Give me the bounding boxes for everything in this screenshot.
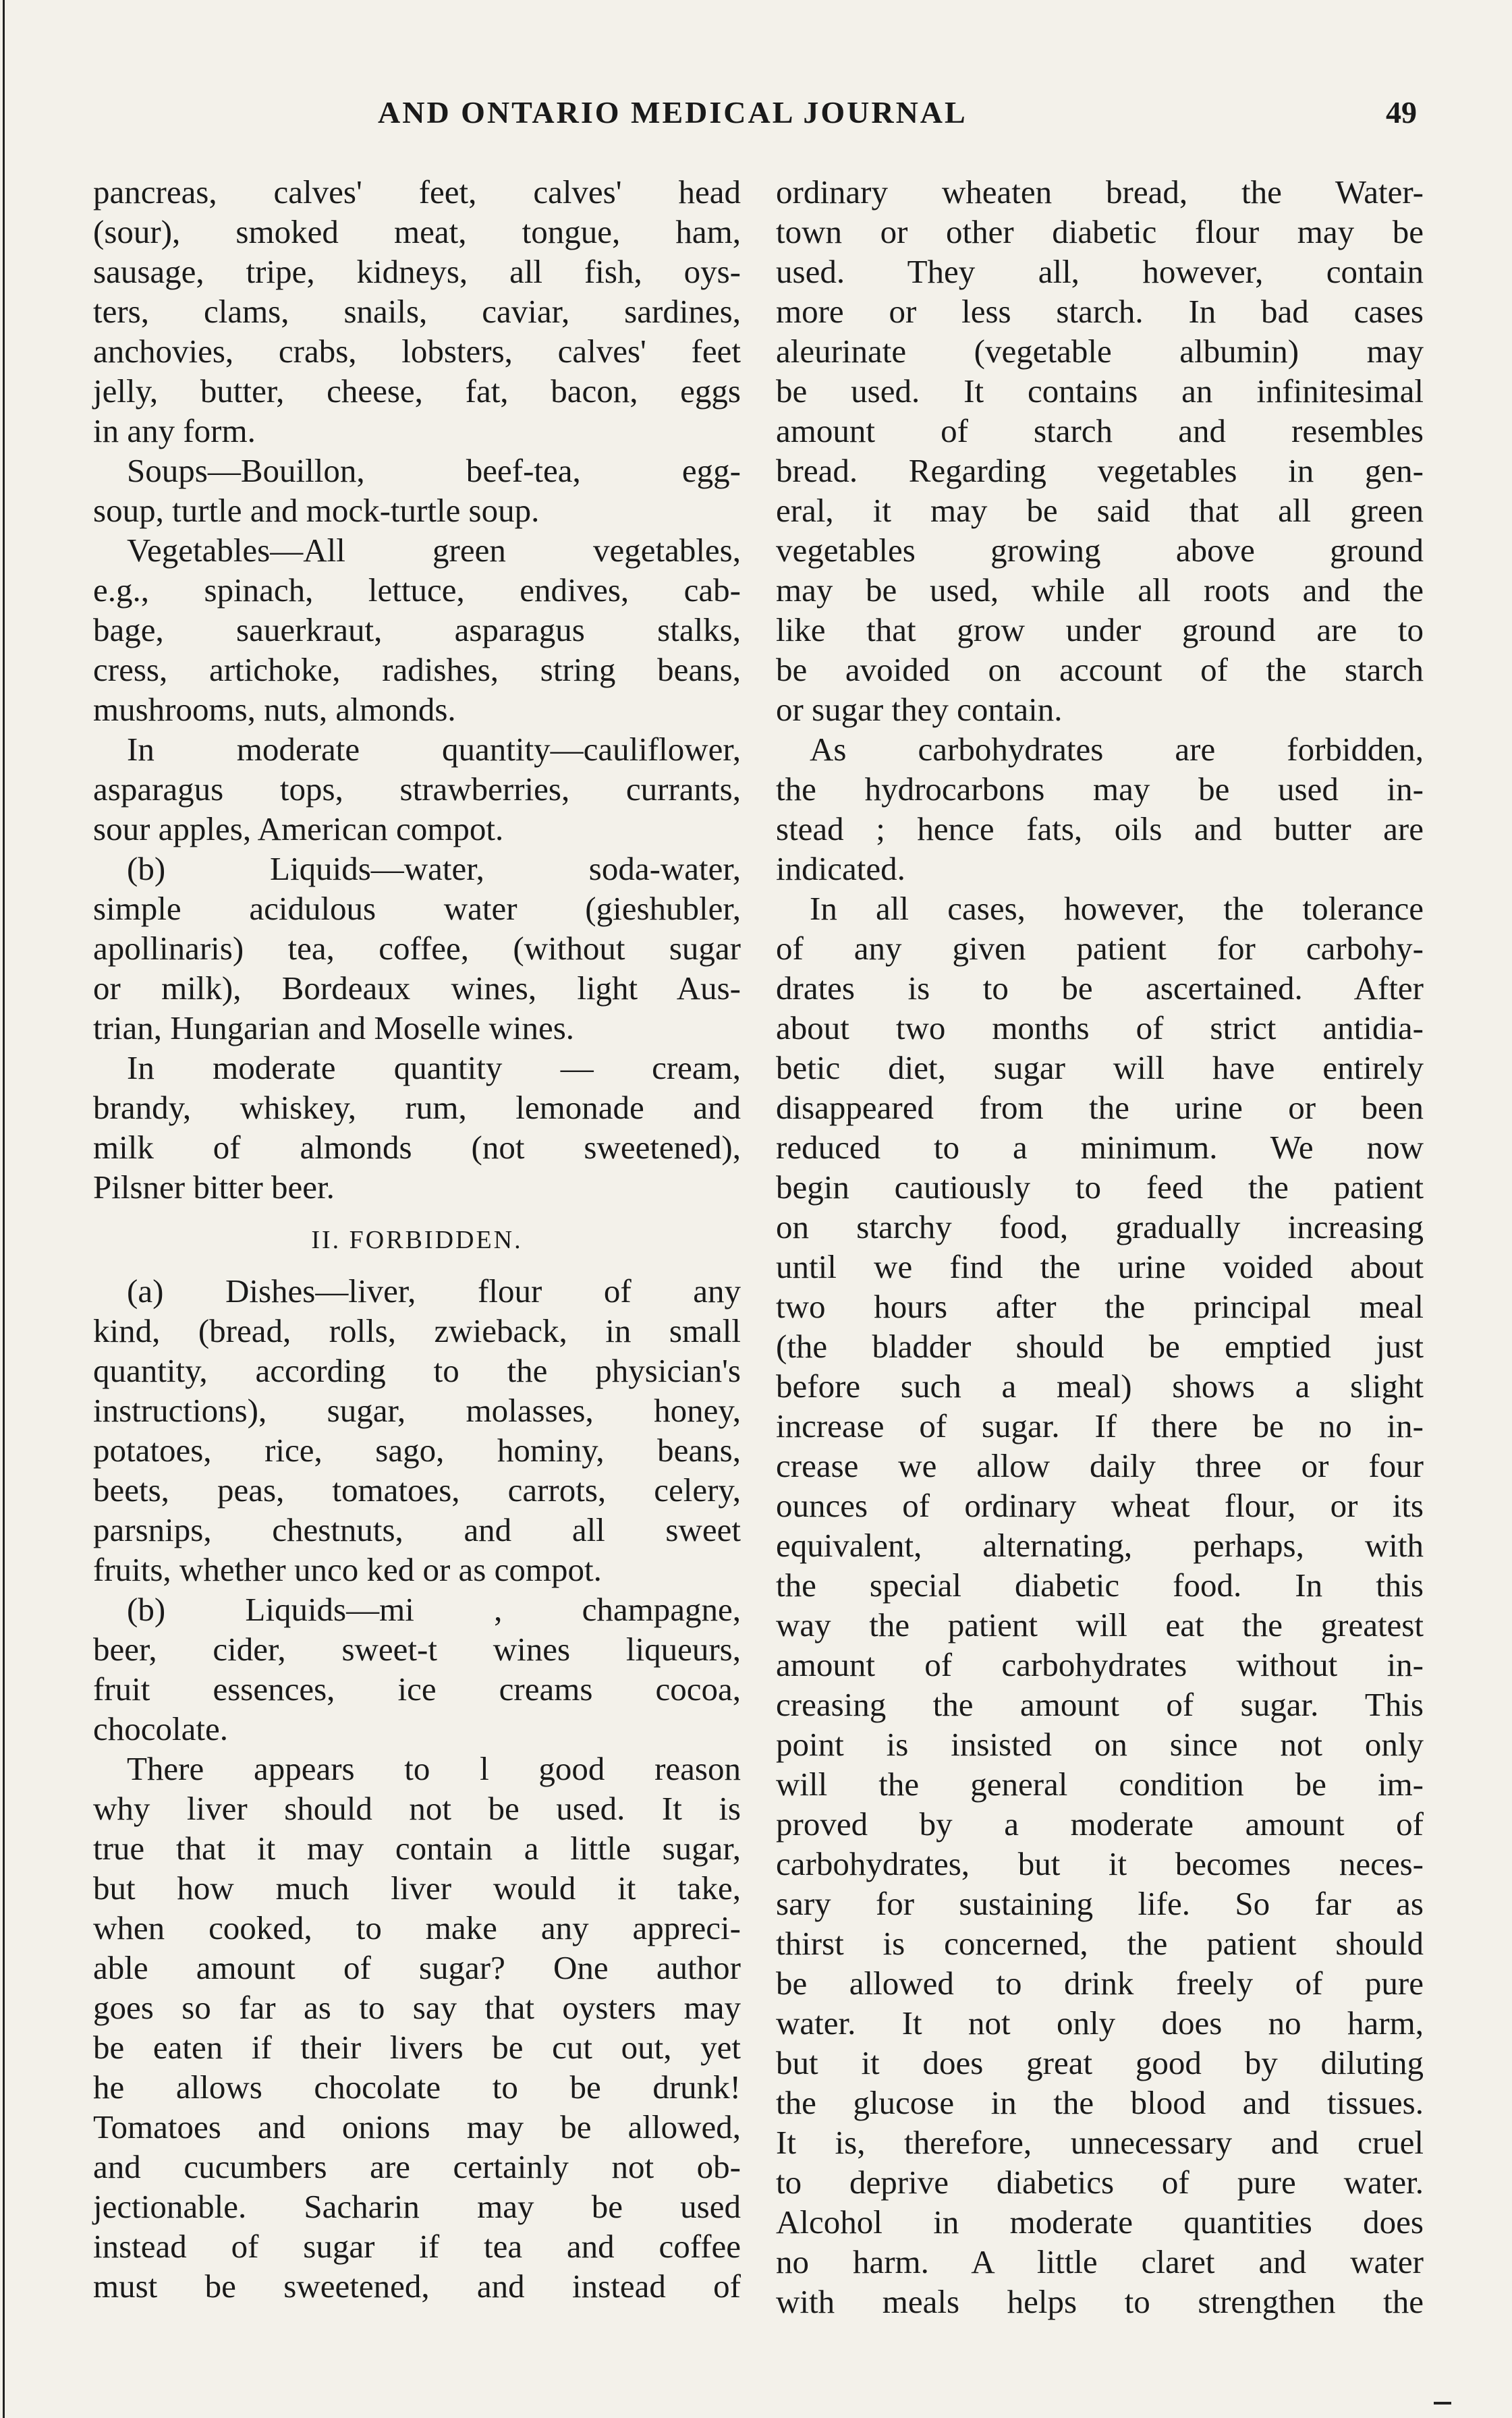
text-line: when cooked, to make any appreci- (93, 1909, 741, 1946)
text-line: bread. Regarding vegetables in gen- (776, 452, 1424, 489)
corner-mark (1434, 2402, 1451, 2405)
text-line: Vegetables—All green vegetables, (127, 532, 741, 569)
text-line: milk of almonds (not sweetened), (93, 1129, 741, 1166)
text-line: amount of starch and resembles (776, 412, 1424, 449)
text-line: pancreas, calves' feet, calves' head (93, 173, 741, 210)
text-line: the glucose in the blood and tissues. (776, 2084, 1424, 2121)
text-line: but it does great good by diluting (776, 2044, 1424, 2081)
text-line: will the general condition be im- (776, 1766, 1424, 1803)
text-line: why liver should not be used. It is (93, 1790, 741, 1827)
text-line: of any given patient for carbohy- (776, 930, 1424, 967)
text-line: disappeared from the urine or been (776, 1089, 1424, 1126)
text-line: be allowed to drink freely of pure (776, 1965, 1424, 2002)
text-line: sour apples, American compot. (93, 810, 504, 847)
text-line: two hours after the principal meal (776, 1288, 1424, 1325)
text-line: In all cases, however, the tolerance (810, 890, 1424, 927)
text-line: amount of carbohydrates without in- (776, 1646, 1424, 1683)
text-line: betic diet, sugar will have entirely (776, 1049, 1424, 1086)
text-line: proved by a moderate amount of (776, 1805, 1424, 1843)
running-head: AND ONTARIO MEDICAL JOURNAL (378, 95, 968, 130)
text-line: potatoes, rice, sago, hominy, beans, (93, 1432, 741, 1469)
text-line: simple acidulous water (gieshubler, (93, 890, 741, 927)
text-line: increase of sugar. If there be no in- (776, 1407, 1424, 1444)
text-line: but how much liver would it take, (93, 1869, 741, 1907)
text-line: no harm. A little claret and water (776, 2243, 1424, 2280)
text-line: point is insisted on since not only (776, 1726, 1424, 1763)
text-line: jectionable. Sacharin may be used (93, 2188, 741, 2225)
text-line: soup, turtle and mock-turtle soup. (93, 492, 540, 529)
text-line: parsnips, chestnuts, and all sweet (93, 1511, 741, 1548)
text-line: sausage, tripe, kidneys, all fish, oys- (93, 253, 741, 290)
left-text-column (93, 172, 741, 2306)
text-line: able amount of sugar? One author (93, 1949, 741, 1986)
text-line: quantity, according to the physician's (93, 1352, 741, 1389)
text-line: true that it may contain a little sugar, (93, 1830, 741, 1867)
text-line: Pilsner bitter beer. (93, 1169, 335, 1206)
text-line: until we find the urine voided about (776, 1248, 1424, 1285)
text-line: sary for sustaining life. So far as (776, 1885, 1424, 1922)
text-line: way the patient will eat the greatest (776, 1606, 1424, 1643)
text-line: trian, Hungarian and Moselle wines. (93, 1009, 575, 1046)
text-line: drates is to be ascertained. After (776, 969, 1424, 1007)
text-line: or sugar they contain. (776, 691, 1063, 728)
text-line: and cucumbers are certainly not ob- (93, 2148, 741, 2185)
text-line: fruit essences, ice creams cocoa, (93, 1670, 741, 1708)
text-line: to deprive diabetics of pure water. (776, 2164, 1424, 2201)
text-line: asparagus tops, strawberries, currants, (93, 770, 741, 808)
text-line: apollinaris) tea, coffee, (without sugar (93, 930, 741, 967)
text-line: town or other diabetic flour may be (776, 213, 1424, 250)
text-line: begin cautiously to feed the patient (776, 1169, 1424, 1206)
text-line: beer, cider, sweet-t wines liqueurs, (93, 1631, 741, 1668)
text-line: be used. It contains an infinitesimal (776, 372, 1424, 410)
text-line: creasing the amount of sugar. This (776, 1686, 1424, 1723)
text-line: In moderate quantity — cream, (127, 1049, 741, 1086)
text-line: be avoided on account of the starch (776, 651, 1424, 688)
text-line: (the bladder should be emptied just (776, 1328, 1424, 1365)
text-line: before such a meal) shows a slight (776, 1368, 1424, 1405)
text-line: (sour), smoked meat, tongue, ham, (93, 213, 741, 250)
text-line: instructions), sugar, molasses, honey, (93, 1392, 741, 1429)
text-line: in any form. (93, 412, 256, 449)
text-line: chocolate. (93, 1710, 228, 1747)
text-line: more or less starch. In bad cases (776, 293, 1424, 330)
text-line: bage, sauerkraut, asparagus stalks, (93, 611, 741, 648)
text-line: There appears to l good reason (127, 1750, 741, 1787)
page-number: 49 (1386, 95, 1417, 130)
text-line: Alcohol in moderate quantities does (776, 2203, 1424, 2241)
text-line: kind, (bread, rolls, zwieback, in small (93, 1312, 741, 1349)
text-line: In moderate quantity—cauliflower, (127, 731, 741, 768)
text-line: must be sweetened, and instead of (93, 2268, 741, 2305)
text-line: thirst is concerned, the patient should (776, 1925, 1424, 1962)
right-text-column (776, 172, 1424, 2322)
text-line: goes so far as to say that oysters may (93, 1989, 741, 2026)
text-line: indicated. (776, 850, 905, 887)
text-line: jelly, butter, cheese, fat, bacon, eggs (93, 372, 741, 410)
text-line: It is, therefore, unnecessary and cruel (776, 2124, 1424, 2161)
text-line: ters, clams, snails, caviar, sardines, (93, 293, 741, 330)
text-line: with meals helps to strengthen the (776, 2283, 1424, 2320)
text-line: the special diabetic food. In this (776, 1567, 1424, 1604)
text-line: or milk), Bordeaux wines, light Aus- (93, 969, 741, 1007)
text-line: cress, artichoke, radishes, string beans, (93, 651, 741, 688)
text-line: used. They all, however, contain (776, 253, 1424, 290)
text-line: the hydrocarbons may be used in- (776, 770, 1424, 808)
section-heading: II. FORBIDDEN. (311, 1226, 523, 1254)
text-line: beets, peas, tomatoes, carrots, celery, (93, 1471, 741, 1509)
text-line: crease we allow daily three or four (776, 1447, 1424, 1484)
text-line: mushrooms, nuts, almonds. (93, 691, 456, 728)
binding-edge-rule (3, 0, 5, 2418)
text-line: reduced to a minimum. We now (776, 1129, 1424, 1166)
text-line: (a) Dishes—liver, flour of any (127, 1272, 741, 1310)
text-line: like that grow under ground are to (776, 611, 1424, 648)
text-line: carbohydrates, but it becomes neces- (776, 1845, 1424, 1882)
text-line: (b) Liquids—water, soda-water, (127, 850, 741, 887)
text-line: Tomatoes and onions may be allowed, (93, 2108, 741, 2145)
text-line: eral, it may be said that all green (776, 492, 1424, 529)
text-line: anchovies, crabs, lobsters, calves' feet (93, 333, 741, 370)
text-line: stead ; hence fats, oils and butter are (776, 810, 1424, 847)
text-line: aleurinate (vegetable albumin) may (776, 333, 1424, 370)
text-line: about two months of strict antidia- (776, 1009, 1424, 1046)
text-line: As carbohydrates are forbidden, (810, 731, 1424, 768)
page-header (94, 94, 1417, 148)
text-line: ounces of ordinary wheat flour, or its (776, 1487, 1424, 1524)
text-line: may be used, while all roots and the (776, 571, 1424, 609)
text-line: he allows chocolate to be drunk! (93, 2069, 741, 2106)
text-line: ordinary wheaten bread, the Water- (776, 173, 1424, 210)
text-line: equivalent, alternating, perhaps, with (776, 1527, 1424, 1564)
text-line: Soups—Bouillon, beef-tea, egg- (127, 452, 741, 489)
text-line: e.g., spinach, lettuce, endives, cab- (93, 571, 741, 609)
text-line: on starchy food, gradually increasing (776, 1208, 1424, 1245)
text-line: be eaten if their livers be cut out, yet (93, 2029, 741, 2066)
text-line: brandy, whiskey, rum, lemonade and (93, 1089, 741, 1126)
text-line: instead of sugar if tea and coffee (93, 2228, 741, 2265)
text-line: water. It not only does no harm, (776, 2004, 1424, 2042)
text-line: vegetables growing above ground (776, 532, 1424, 569)
text-line: (b) Liquids—mi , champagne, (127, 1591, 741, 1628)
text-line: fruits, whether unco ked or as compot. (93, 1551, 602, 1588)
